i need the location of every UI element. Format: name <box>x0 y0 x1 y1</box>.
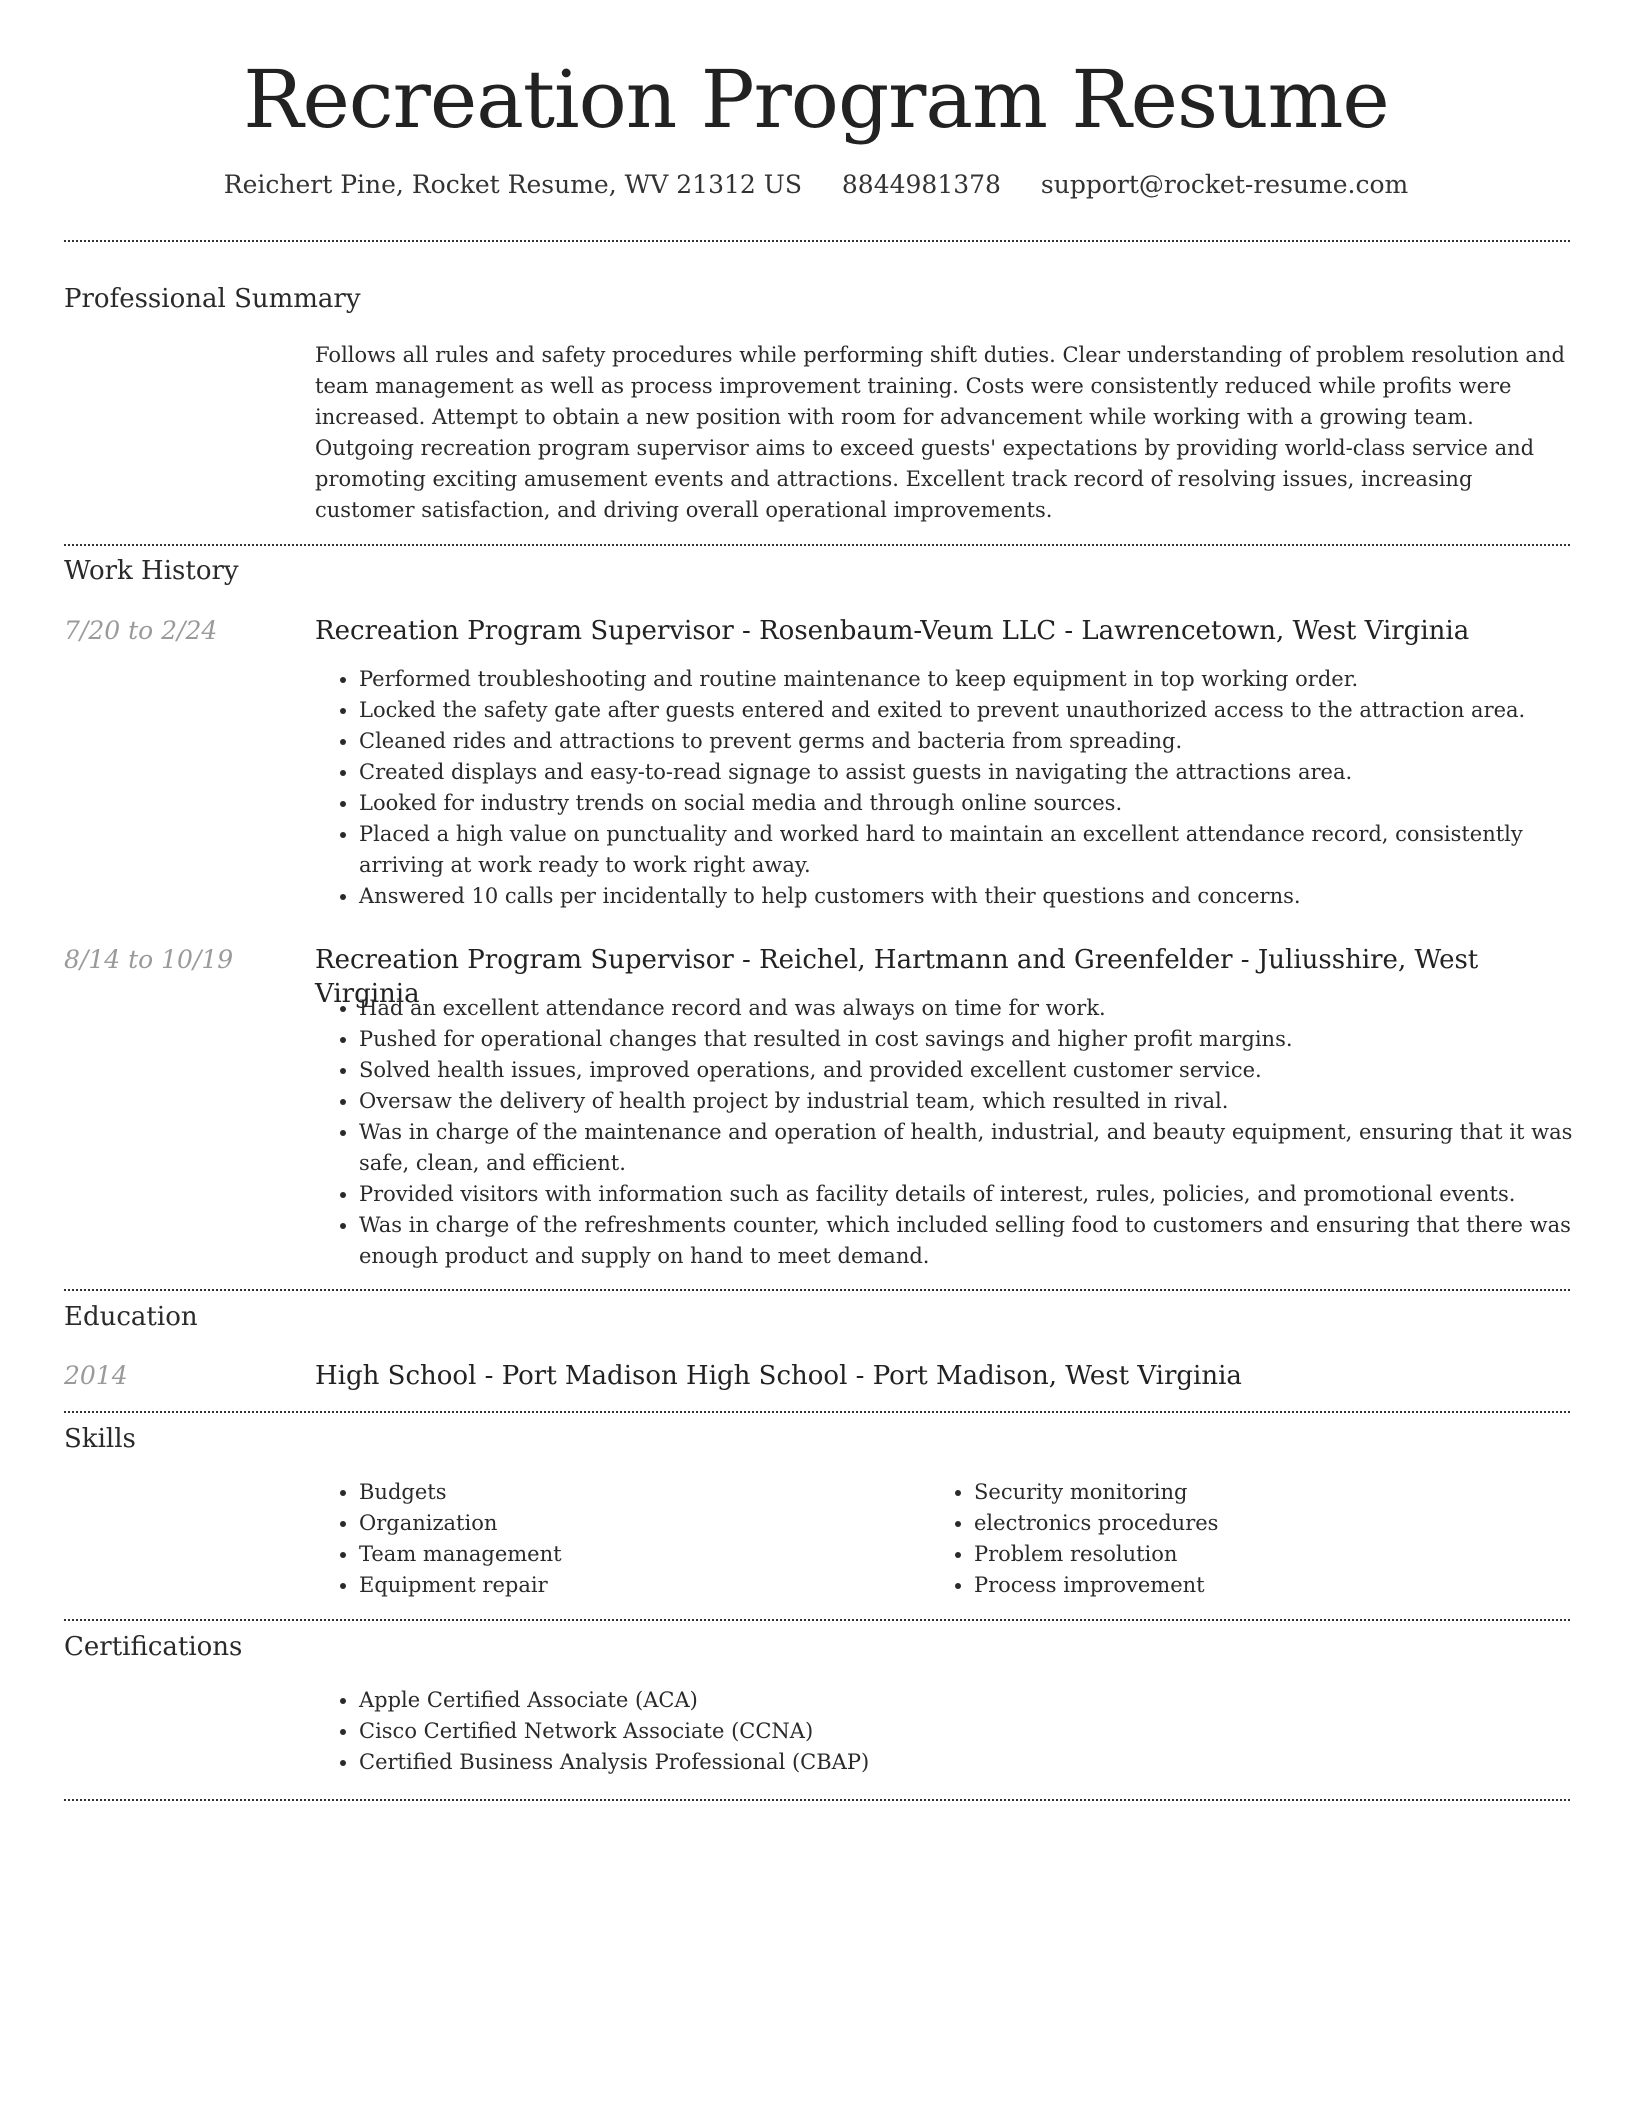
list-item: • Provided visitors with information such as facility details of interest, rules, policies, and promotional events. <box>359 1179 1575 1210</box>
divider <box>64 1411 1570 1413</box>
list-item: • Was in charge of the refreshments counter, which included selling food to customers and ensuring that there was enough product and supply on hand to meet demand. <box>359 1210 1575 1272</box>
section-title-skills: Skills <box>64 1424 136 1454</box>
section-title-certifications: Certifications <box>64 1632 243 1662</box>
job-heading: Recreation Program Supervisor - Rosenbaum-Veum LLC - Lawrencetown, West Virginia <box>315 616 1470 646</box>
summary-text: Follows all rules and safety procedures while performing shift duties. Clear understanding of problem resolution and team management as well as process improvement training. Costs were consistently reduced while profits were increased. Attempt to obtain a new position with room for advancement while working with a growing team. Outgoing recreation program supervisor aims to exceed guests' expectations by providing world-class service and promoting exciting amusement events and attractions. Excellent track record of resolving issues, increasing customer satisfaction, and driving overall operational improvements. <box>315 343 1565 522</box>
list-item: • Locked the safety gate after guests entered and exited to prevent unauthorized access to the attraction area. <box>359 695 1575 726</box>
list-item: • Team management <box>359 1539 915 1570</box>
job-heading: Recreation Program Supervisor - Reichel, Hartmann and Greenfelder - Juliusshire, West Virginia <box>315 945 1479 1009</box>
list-item: • Placed a high value on punctuality and worked hard to maintain an excellent attendance record, consistently arriving at work ready to work right away. <box>359 819 1575 881</box>
list-item: • Process improvement <box>974 1570 1570 1601</box>
divider <box>64 1619 1570 1621</box>
education-heading: High School - Port Madison High School - Port Madison, West Virginia <box>315 1361 1242 1391</box>
list-item: • Certified Business Analysis Professional (CBAP) <box>359 1747 1575 1778</box>
section-title-education: Education <box>64 1302 198 1332</box>
contact-line <box>0 168 1632 202</box>
list-item: • Organization <box>359 1508 915 1539</box>
list-item: • Created displays and easy-to-read signage to assist guests in navigating the attractions area. <box>359 757 1575 788</box>
divider <box>64 240 1570 242</box>
list-item: • Performed troubleshooting and routine maintenance to keep equipment in top working order. <box>359 664 1575 695</box>
skills-list-left <box>315 1477 915 1601</box>
contact-address: Reichert Pine, Rocket Resume, WV 21312 US <box>223 170 802 199</box>
job-dates: 8/14 to 10/19 <box>64 945 234 974</box>
contact-phone: 8844981378 <box>841 170 1001 199</box>
list-item: • Problem resolution <box>974 1539 1570 1570</box>
divider <box>64 1289 1570 1291</box>
list-item: • Had an excellent attendance record and was always on time for work. <box>359 993 1575 1024</box>
job-bullets <box>315 993 1575 1272</box>
certifications-list <box>315 1685 1575 1778</box>
section-title-summary: Professional Summary <box>64 284 361 314</box>
list-item: • Looked for industry trends on social media and through online sources. <box>359 788 1575 819</box>
divider <box>64 1799 1570 1801</box>
list-item: • Pushed for operational changes that resulted in cost savings and higher profit margins. <box>359 1024 1575 1055</box>
job-bullets <box>315 664 1575 912</box>
list-item: • electronics procedures <box>974 1508 1570 1539</box>
job-dates: 7/20 to 2/24 <box>64 616 218 645</box>
list-item: • Oversaw the delivery of health project by industrial team, which resulted in rival. <box>359 1086 1575 1117</box>
contact-email: support@rocket-resume.com <box>1040 170 1409 199</box>
section-title-work-history: Work History <box>64 556 239 586</box>
divider <box>64 544 1570 546</box>
resume-title: Recreation Program Resume <box>243 53 1389 146</box>
list-item: • Cleaned rides and attractions to prevent germs and bacteria from spreading. <box>359 726 1575 757</box>
list-item: • Equipment repair <box>359 1570 915 1601</box>
list-item: • Security monitoring <box>974 1477 1570 1508</box>
skills-list-right <box>930 1477 1570 1601</box>
list-item: • Solved health issues, improved operations, and provided excellent customer service. <box>359 1055 1575 1086</box>
list-item: • Cisco Certified Network Associate (CCNA) <box>359 1716 1575 1747</box>
list-item: • Was in charge of the maintenance and operation of health, industrial, and beauty equipment, ensuring that it was safe, clean, and efficient. <box>359 1117 1575 1179</box>
list-item: • Apple Certified Associate (ACA) <box>359 1685 1575 1716</box>
education-year: 2014 <box>64 1361 128 1390</box>
list-item: • Budgets <box>359 1477 915 1508</box>
list-item: • Answered 10 calls per incidentally to help customers with their questions and concerns. <box>359 881 1575 912</box>
